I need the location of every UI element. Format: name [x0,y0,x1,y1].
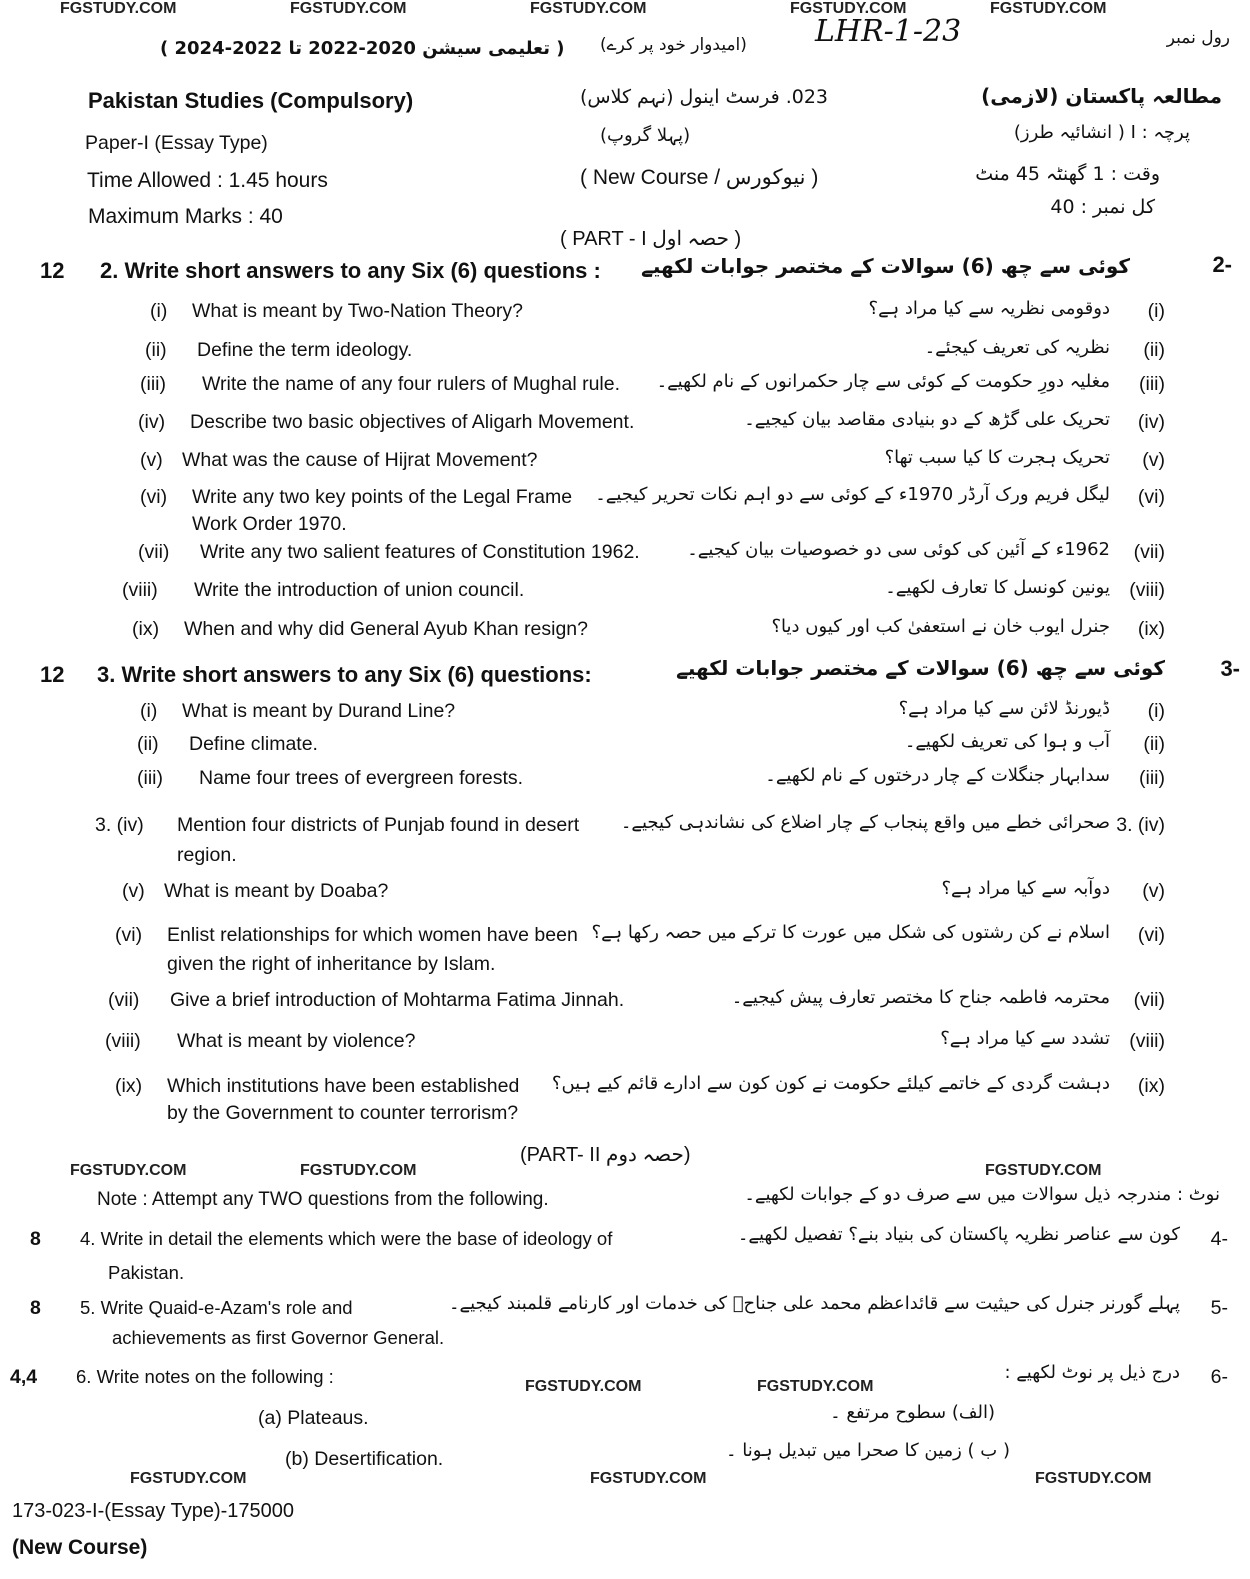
item-number-ur: (viii) [1129,579,1165,601]
question-text-en: 4. Write in detail the elements which were the base of ideology of [80,1228,613,1249]
watermark: FGSTUDY.COM [525,1378,642,1395]
item-text-en: Write the introduction of union council. [194,579,525,601]
watermark: FGSTUDY.COM [70,1162,187,1179]
item-text-ur: دہشت گردی کے خاتمے کیلئے حکومت نے کون کون سے ادارے قائم کیے ہیں؟ [551,1073,1110,1094]
item-number: (ix) [115,1075,143,1097]
sub-question-en: (a) Plateaus. [258,1407,369,1429]
paper-type-ur: پرچہ : I ( انشائیہ طرز) [1013,122,1190,143]
item-text-ur: مغلیہ دورِ حکومت کے کوئی سے چار حکمرانوں کے نام لکھیے۔ [656,371,1110,392]
item-text-ur: تحریک ہجرت کا کیا سبب تھا؟ [884,447,1110,468]
subject-title-ur: مطالعہ پاکستان (لازمی) [981,84,1222,108]
item-text-ur: دوقومی نظریہ سے کیا مراد ہے؟ [868,298,1110,319]
item-number: (viii) [122,579,158,601]
item-number: (vi) [115,924,143,946]
watermark: FGSTUDY.COM [590,1470,707,1487]
note-en: Note : Attempt any TWO questions from the following. [97,1189,549,1210]
candidate-note: (امیدوار خود پر کرے) [600,35,747,55]
question-title-en: 2. Write short answers to any Six (6) questions : [100,258,601,283]
item-text-en: What is meant by Doaba? [164,880,389,902]
item-number: (vii) [108,989,140,1011]
item-text-en-continued: Work Order 1970. [192,513,347,535]
max-marks-en: Maximum Marks : 40 [88,205,283,228]
item-number: (i) [140,700,158,722]
group-ur: (پہلا گروپ) [600,125,691,146]
sub-question-ur: (الف) سطوح مرتفع ۔ [830,1402,995,1423]
question-number-ur: 3- [1220,656,1240,681]
question-title-ur: کوئی سے چھ (6) سوالات کے مختصر جوابات لکھیے [641,254,1130,278]
time-allowed-ur: وقت : 1 گھنٹہ 45 منٹ [975,163,1160,185]
item-number-ur: (vii) [1133,989,1165,1011]
question-number-ur: 4- [1210,1228,1228,1250]
paper-code: 023. فرسٹ اینول (نہم کلاس) [580,86,828,108]
item-text-ur: نظریہ کی تعریف کیجئے۔ [924,337,1110,358]
item-text-ur: ڈیورنڈ لائن سے کیا مراد ہے؟ [898,698,1110,719]
session: ( تعلیمی سیشن 2020-2022 تا 2022-2024 ) [160,38,565,59]
item-text-en: Write any two key points of the Legal Frame [192,486,573,508]
watermark: FGSTUDY.COM [990,0,1107,17]
item-number-ur: (iv) [1137,411,1165,433]
question-number-ur: 6- [1210,1366,1228,1388]
item-number: (ii) [137,733,159,755]
item-number: 3. (iv) [95,814,144,836]
footer-code: 173-023-I-(Essay Type)-175000 [12,1500,295,1522]
item-number: (v) [122,880,145,902]
question-title-en: 3. Write short answers to any Six (6) questions: [97,662,592,687]
item-text-en: What was the cause of Hijrat Movement? [182,449,538,471]
item-text-ur: دوآبہ سے کیا مراد ہے؟ [941,878,1110,899]
item-number-ur: 3. (iv) [1116,814,1165,836]
item-text-en: Define the term ideology. [197,339,413,361]
item-text-en: When and why did General Ayub Khan resign? [184,618,588,640]
course-label: ( New Course / نیوکورس ) [580,166,819,189]
item-text-en: Give a brief introduction of Mohtarma Fatima Jinnah. [170,989,625,1011]
item-number: (iii) [137,767,163,789]
footer-course: (New Course) [12,1536,148,1559]
item-number: (i) [150,300,168,322]
question-number-ur: 5- [1210,1297,1228,1319]
subject-title-en: Pakistan Studies (Compulsory) [88,88,414,113]
roll-no-label: رول نمبر [1166,28,1230,48]
item-number-ur: (ii) [1143,339,1165,361]
watermark: FGSTUDY.COM [290,0,407,17]
watermark: FGSTUDY.COM [130,1470,247,1487]
question-marks: 8 [30,1297,41,1319]
item-text-en-continued: given the right of inheritance by Islam. [167,953,496,975]
question-text-en-continued: Pakistan. [108,1262,185,1283]
item-number-ur: (v) [1142,449,1165,471]
watermark: FGSTUDY.COM [300,1162,417,1179]
question-text-en: 5. Write Quaid-e-Azam's role and [80,1297,353,1318]
item-text-ur: جنرل ایوب خان نے استعفیٰ کب اور کیوں دیا؟ [771,616,1110,637]
watermark: FGSTUDY.COM [1035,1470,1152,1487]
item-number-ur: (iii) [1139,767,1165,789]
item-number-ur: (ii) [1143,733,1165,755]
item-text-ur: صحرائی خطے میں واقع پنجاب کے چار اضلاع کی نشاندہی کیجیے۔ [620,812,1110,833]
sub-question-ur: ( ب ) زمین کا صحرا میں تبدیل ہونا ۔ [725,1440,1010,1461]
item-number: (viii) [105,1030,141,1052]
item-text-ur: آب و ہوا کی تعریف لکھیے۔ [904,731,1110,752]
item-text-ur: لیگل فریم ورک آرڈر 1970ء کے کوئی سے دو اہم نکات تحریر کیجیے۔ [595,484,1110,505]
part-1-title: ( PART - I حصہ اول ) [560,228,742,250]
item-text-ur: تشدد سے کیا مراد ہے؟ [940,1028,1110,1049]
item-text-ur: اسلام نے کن رشتوں کی شکل میں عورت کا ترکے میں حصہ رکھا ہے؟ [591,922,1110,943]
note-ur: نوٹ : مندرجہ ذیل سوالات میں سے صرف دو کے جوابات لکھیے۔ [744,1184,1220,1205]
item-number-ur: (i) [1147,300,1165,322]
item-number: (v) [140,449,163,471]
item-text-en: Enlist relationships for which women have been [167,924,578,946]
item-number: (vi) [140,486,168,508]
item-text-en: Describe two basic objectives of Aligarh Movement. [190,411,635,433]
item-number-ur: (iii) [1139,373,1165,395]
item-number-ur: (vi) [1137,924,1165,946]
item-number-ur: (v) [1142,880,1165,902]
item-number: (iii) [140,373,166,395]
question-text-ur: پہلے گورنر جنرل کی حیثیت سے قائداعظم محمد علی جناحؒ کی خدمات اور کارنامے قلمبند کیجیے۔ [448,1293,1180,1314]
item-number: (iv) [138,411,166,433]
question-marks: 12 [40,662,65,687]
item-text-ur: تحریک علی گڑھ کے دو بنیادی مقاصد بیان کیجیے۔ [744,409,1110,430]
item-text-en: What is meant by violence? [177,1030,416,1052]
max-marks-ur: کل نمبر : 40 [1050,196,1155,218]
item-number-ur: (ix) [1137,1075,1165,1097]
question-marks: 12 [40,258,65,283]
item-text-en: Write the name of any four rulers of Mughal rule. [202,373,621,395]
item-text-en: Define climate. [189,733,318,755]
item-number: (vii) [138,541,170,563]
question-text-en-continued: achievements as first Governor General. [112,1327,445,1348]
watermark: FGSTUDY.COM [985,1162,1102,1179]
item-text-en: Mention four districts of Punjab found in desert [177,814,580,836]
item-number-ur: (i) [1147,700,1165,722]
question-text-ur: کون سے عناصر نظریہ پاکستان کی بنیاد بنے؟ تفصیل لکھیے۔ [737,1224,1180,1245]
time-allowed-en: Time Allowed : 1.45 hours [87,169,328,192]
watermark: FGSTUDY.COM [530,0,647,17]
item-number-ur: (ix) [1137,618,1165,640]
item-number: (ix) [132,618,160,640]
item-text-en: What is meant by Two-Nation Theory? [192,300,523,322]
item-number-ur: (vi) [1137,486,1165,508]
item-text-en: Which institutions have been established [167,1075,520,1097]
item-text-en: What is meant by Durand Line? [182,700,456,722]
watermark: FGSTUDY.COM [60,0,177,17]
question-marks: 8 [30,1228,41,1250]
question-number-ur: 2- [1212,252,1232,277]
item-text-ur: 1962ء کے آئین کی کوئی سی دو خصوصیات بیان کیجیے۔ [687,539,1110,560]
question-text-ur: درج ذیل پر نوٹ لکھیے : [1004,1362,1180,1383]
question-marks: 4,4 [10,1366,38,1388]
item-number-ur: (viii) [1129,1030,1165,1052]
item-text-ur: یونین کونسل کا تعارف لکھیے۔ [885,577,1110,598]
item-text-en-continued: region. [177,844,237,866]
item-text-en: Write any two salient features of Constitution 1962. [200,541,640,563]
watermark: FGSTUDY.COM [757,1378,874,1395]
part-2-title: (PART- II حصہ دوم) [520,1144,691,1166]
sub-question-en: (b) Desertification. [285,1448,444,1470]
item-text-ur: محترمہ فاطمہ جناح کا مختصر تعارف پیش کیجیے۔ [731,987,1110,1008]
item-text-en: Name four trees of evergreen forests. [199,767,524,789]
roll-number-handwritten: LHR-1-23 [815,14,962,49]
question-title-ur: کوئی سے چھ (6) سوالات کے مختصر جوابات لکھیے [676,656,1165,680]
item-number-ur: (vii) [1133,541,1165,563]
item-text-ur: سدابہار جنگلات کے چار درختوں کے نام لکھیے۔ [765,765,1110,786]
question-text-en: 6. Write notes on the following : [76,1366,334,1387]
item-number: (ii) [145,339,167,361]
item-text-en-continued: by the Government to counter terrorism? [167,1102,519,1124]
paper-type-en: Paper-I (Essay Type) [85,132,268,154]
watermark: FGSTUDY.COM [790,0,907,17]
